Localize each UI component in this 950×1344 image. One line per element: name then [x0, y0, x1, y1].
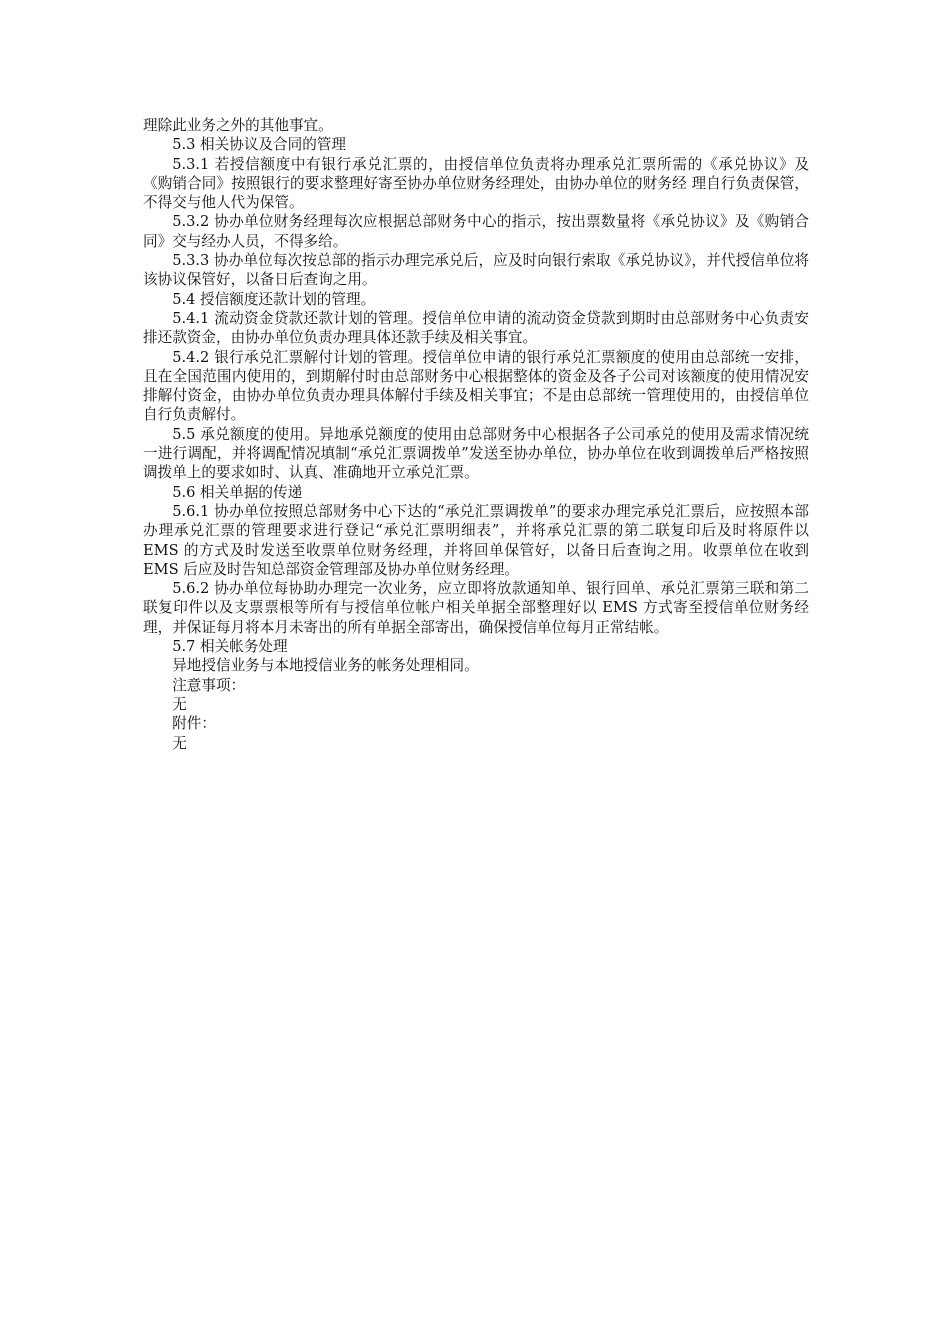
- section-heading-5-7: 5.7 相关帐务处理: [172, 638, 288, 656]
- paragraph-5-4-2: 5.4.2 银行承兑汇票解付计划的管理。授信单位申请的银行承兑汇票额度的使用由总部统一安排，且在全国范围内使用的，到期解付时由总部财务中心根据整体的资金及各子公司对该额度的使用情况安排解付资金，由协办单位负责办理具体解付手续及相关事宜；不是由总部统一管理使用的，由授信单位自行负责解付。: [143, 348, 809, 424]
- paragraph-5-6-2: 5.6.2 协办单位每协助办理完一次业务，应立即将放款通知单、银行回单、承兑汇票第三联和第二联复印件以及支票票根等所有与授信单位帐户相关单据全部整理好以 EMS 方式寄至授信单位财务经理，并保证每月将本月未寄出的所有单据全部寄出，确保授信单位每月正常结帐。: [143, 580, 809, 636]
- paragraph-5-4-1: 5.4.1 流动资金贷款还款计划的管理。授信单位申请的流动资金贷款到期时由总部财务中心负责安排还款资金，由协办单位负责办理具体还款手续及相关事宜。: [143, 309, 809, 347]
- section-heading-5-3: 5.3 相关协议及合同的管理: [172, 136, 346, 154]
- notes-label: 注意事项：: [172, 676, 246, 694]
- paragraph-5-3-1: 5.3.1 若授信额度中有银行承兑汇票的，由授信单位负责将办理承兑汇票所需的《承兑协议》及《购销合同》按照银行的要求整理好寄至协办单位财务经理处，由协办单位的财务经 理自行负责保管，不得交与他人代为保管。: [143, 155, 809, 212]
- paragraph-5-6-1: 5.6.1 协办单位按照总部财务中心下达的“承兑汇票调拨单”的要求办理完承兑汇票后，应按照本部办理承兑汇票的管理要求进行登记“承兑汇票明细表”，并将承兑汇票的第二联复印后及时将原件以 EMS 的方式及时发送至收票单位财务经理，并将回单保管好，以备日后查询之用。收票单位在收到 EMS 后应及时告知总部资金管理部及协办单位财务经理。: [143, 502, 809, 578]
- attachments-value: 无: [172, 734, 187, 752]
- paragraph-continuation: 理除此业务之外的其他事宜。: [143, 117, 333, 134]
- document-body: [143, 116, 809, 753]
- paragraph-5-3-2: 5.3.2 协办单位财务经理每次应根据总部财务中心的指示，按出票数量将《承兑协议》及《购销合同》交与经办人员，不得多给。: [143, 213, 809, 250]
- paragraph-5-3-3: 5.3.3 协办单位每次按总部的指示办理完承兑后，应及时向银行索取《承兑协议》，并代授信单位将该协议保管好，以备日后查询之用。: [143, 252, 809, 289]
- attachments-label: 附件：: [172, 715, 216, 733]
- section-heading-5-4: 5.4 授信额度还款计划的管理。: [172, 290, 376, 308]
- paragraph-5-5: 5.5 承兑额度的使用。异地承兑额度的使用由总部财务中心根据各子公司承兑的使用及需求情况统一进行调配，并将调配情况填制“承兑汇票调拨单”发送至协办单位，协办单位在收到调拨单后严格按照调拨单上的要求如时、认真、准确地开立承兑汇票。: [143, 425, 809, 482]
- paragraph-5-7: 异地授信业务与本地授信业务的帐务处理相同。: [172, 657, 479, 675]
- section-heading-5-6: 5.6 相关单据的传递: [172, 483, 303, 501]
- notes-value: 无: [172, 695, 187, 713]
